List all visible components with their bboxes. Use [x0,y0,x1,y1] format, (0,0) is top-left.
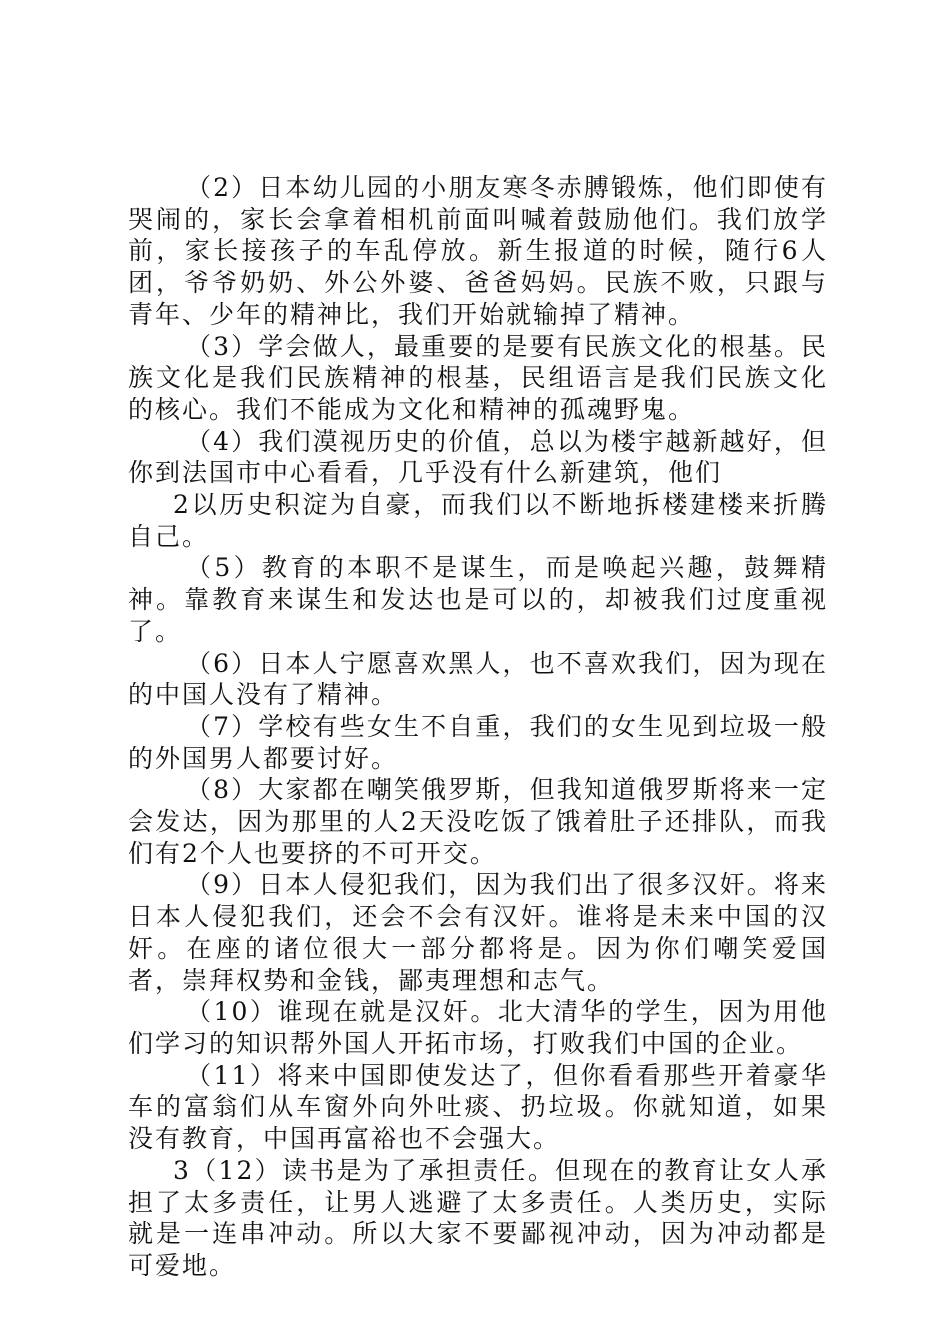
paragraph-6: （6）日本人宁愿喜欢黑人，也不喜欢我们，因为现在的中国人没有了精神。 [128,648,828,710]
paragraph-9: （9）日本人侵犯我们，因为我们出了很多汉奸。将来日本人侵犯我们，还会不会有汉奸。谁将是未来中国的汉奸。在座的诸位很大一部分都将是。因为你们嘲笑爱国者，崇拜权势和金钱，鄙夷理想和志气。 [128,870,828,995]
paragraph-2: （2）日本幼儿园的小朋友寒冬赤膊锻炼，他们即使有哭闹的，家长会拿着相机前面叫喊着鼓励他们。我们放学前，家长接孩子的车乱停放。新生报道的时候，随行6人团，爷爷奶奶、外公外婆、爸爸妈妈。民族不败，只跟与青年、少年的精神比，我们开始就输掉了精神。 [128,173,828,329]
paragraph-7: （7）学校有些女生不自重，我们的女生见到垃圾一般的外国男人都要讨好。 [128,711,828,773]
paragraph-5: （5）教育的本职不是谋生，而是唤起兴趣，鼓舞精神。靠教育来谋生和发达也是可以的，却被我们过度重视了。 [128,553,828,646]
paragraph-11: （11）将来中国即使发达了，但你看看那些开着豪华车的富翁们从车窗外向外吐痰、扔垃圾。你就知道，如果没有教育，中国再富裕也不会强大。 [128,1060,828,1154]
paragraph-4: （4）我们漠视历史的价值，总以为楼宇越新越好，但你到法国市中心看看，几乎没有什么新建筑，他们 [128,426,828,488]
paragraph-4-continued: 2以历史积淀为自豪，而我们以不断地拆楼建楼来折腾自己。 [128,490,828,551]
paragraph-10: （10）谁现在就是汉奸。北大清华的学生，因为用他们学习的知识帮外国人开拓市场，打败我们中国的企业。 [128,997,828,1058]
paragraph-8: （8）大家都在嘲笑俄罗斯，但我知道俄罗斯将来一定会发达，因为那里的人2天没吃饭了饿着肚子还排队，而我们有2个人也要挤的不可开交。 [128,775,828,868]
paragraph-12: 3（12）读书是为了承担责任。但现在的教育让女人承担了太多责任，让男人逃避了太多责任。人类历史，实际就是一连串冲动。所以大家不要鄙视冲动，因为冲动都是可爱地。 [128,1155,828,1280]
body-text [128,172,828,1282]
paragraph-3: （3）学会做人，最重要的是要有民族文化的根基。民族文化是我们民族精神的根基，民组语言是我们民族文化的核心。我们不能成为文化和精神的孤魂野鬼。 [128,331,828,424]
